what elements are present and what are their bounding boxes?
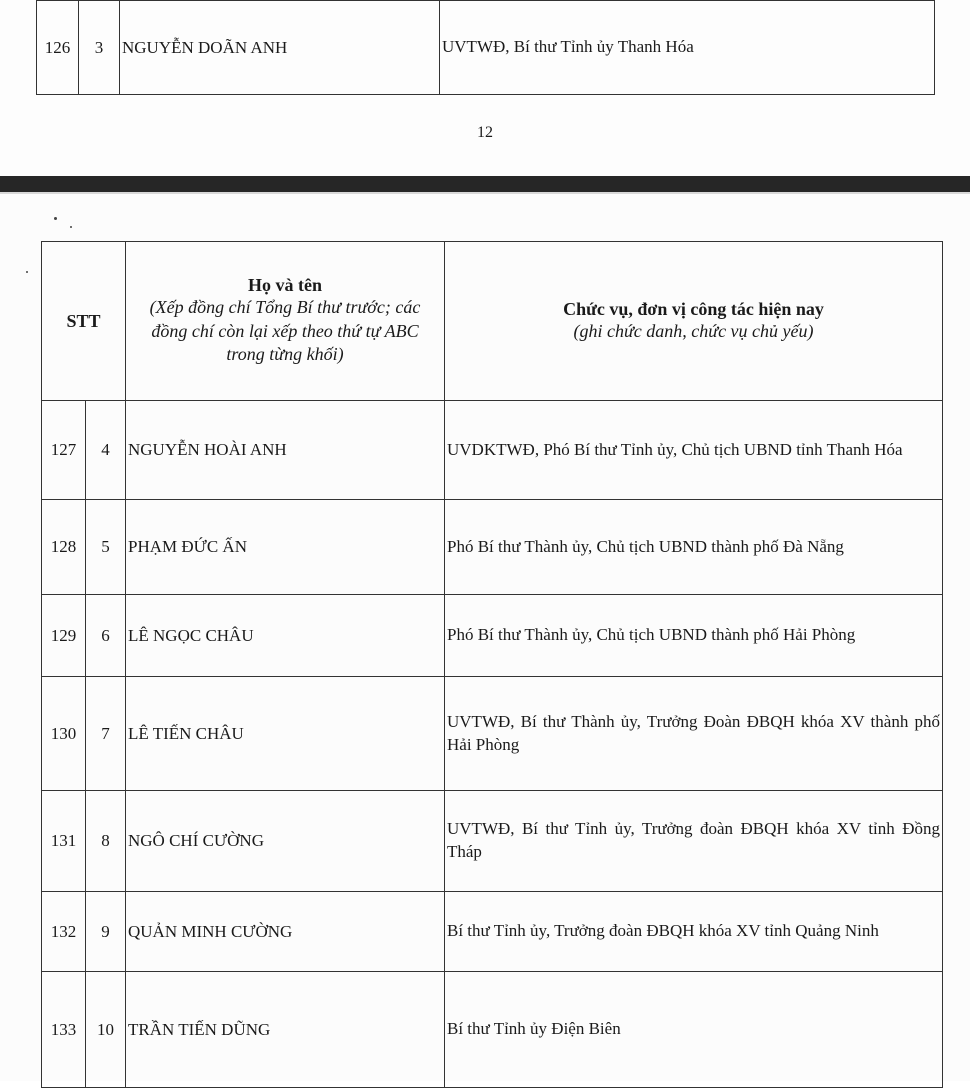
row-sub-stt: 10 xyxy=(86,972,126,1088)
header-stt-label: STT xyxy=(66,310,101,331)
table-header-row xyxy=(42,242,943,401)
row-stt: 131 xyxy=(42,791,86,892)
row-stt: 129 xyxy=(42,595,86,677)
row-sub-stt: 6 xyxy=(86,595,126,677)
page-number: 12 xyxy=(477,124,493,141)
row-name: LÊ TIẾN CHÂU xyxy=(126,677,445,791)
row-name: NGUYỄN DOÃN ANH xyxy=(120,1,440,95)
table-row xyxy=(42,791,943,892)
row-position: UVDKTWĐ, Phó Bí thư Tỉnh ủy, Chủ tịch UBND tỉnh Thanh Hóa xyxy=(445,401,943,500)
table-row xyxy=(37,1,935,95)
header-position-title: Chức vụ, đơn vị công tác hiện nay xyxy=(563,298,824,319)
scan-speck xyxy=(70,226,72,228)
row-name: NGUYỄN HOÀI ANH xyxy=(126,401,445,500)
row-sub-stt: 8 xyxy=(86,791,126,892)
row-sub-stt: 4 xyxy=(86,401,126,500)
row-stt: 127 xyxy=(42,401,86,500)
row-position: UVTWĐ, Bí thư Thành ủy, Trưởng Đoàn ĐBQH khóa XV thành phố Hải Phòng xyxy=(445,677,943,791)
table-row xyxy=(42,595,943,677)
row-sub-stt: 5 xyxy=(86,500,126,595)
row-name: LÊ NGỌC CHÂU xyxy=(126,595,445,677)
table-row xyxy=(42,401,943,500)
row-position: UVTWĐ, Bí thư Tỉnh ủy Thanh Hóa xyxy=(440,1,935,95)
row-sub-stt: 3 xyxy=(79,1,120,95)
row-name: PHẠM ĐỨC ẤN xyxy=(126,500,445,595)
table-row xyxy=(42,972,943,1088)
table-row xyxy=(42,500,943,595)
row-position: UVTWĐ, Bí thư Tỉnh ủy, Trưởng đoàn ĐBQH khóa XV tỉnh Đồng Tháp xyxy=(445,791,943,892)
header-position xyxy=(445,242,943,401)
table-row xyxy=(42,677,943,791)
header-stt xyxy=(42,242,126,401)
row-stt: 130 xyxy=(42,677,86,791)
table-row xyxy=(42,892,943,972)
row-name: NGÔ CHÍ CƯỜNG xyxy=(126,791,445,892)
row-name: QUẢN MINH CƯỜNG xyxy=(126,892,445,972)
row-name: TRẦN TIẾN DŨNG xyxy=(126,972,445,1088)
header-name-title: Họ và tên xyxy=(248,275,322,296)
row-stt: 132 xyxy=(42,892,86,972)
scan-speck xyxy=(54,217,57,220)
row-position: Bí thư Tỉnh ủy Điện Biên xyxy=(445,972,943,1088)
officials-table xyxy=(41,241,943,1088)
previous-page-table xyxy=(36,0,935,95)
page-divider xyxy=(0,176,970,192)
row-sub-stt: 9 xyxy=(86,892,126,972)
row-sub-stt: 7 xyxy=(86,677,126,791)
header-name xyxy=(126,242,445,401)
row-stt: 133 xyxy=(42,972,86,1088)
row-position: Phó Bí thư Thành ủy, Chủ tịch UBND thành phố Hải Phòng xyxy=(445,595,943,677)
row-position: Bí thư Tỉnh ủy, Trưởng đoàn ĐBQH khóa XV tỉnh Quảng Ninh xyxy=(445,892,943,972)
row-stt: 128 xyxy=(42,500,86,595)
row-position: Phó Bí thư Thành ủy, Chủ tịch UBND thành phố Đà Nẵng xyxy=(445,500,943,595)
scan-speck xyxy=(26,271,28,273)
header-name-note: (Xếp đồng chí Tổng Bí thư trước; các đồng chí còn lại xếp theo thứ tự ABC trong từng khối) xyxy=(149,297,421,365)
row-stt: 126 xyxy=(37,1,79,95)
header-position-note: (ghi chức danh, chức vụ chủ yếu) xyxy=(573,320,814,341)
